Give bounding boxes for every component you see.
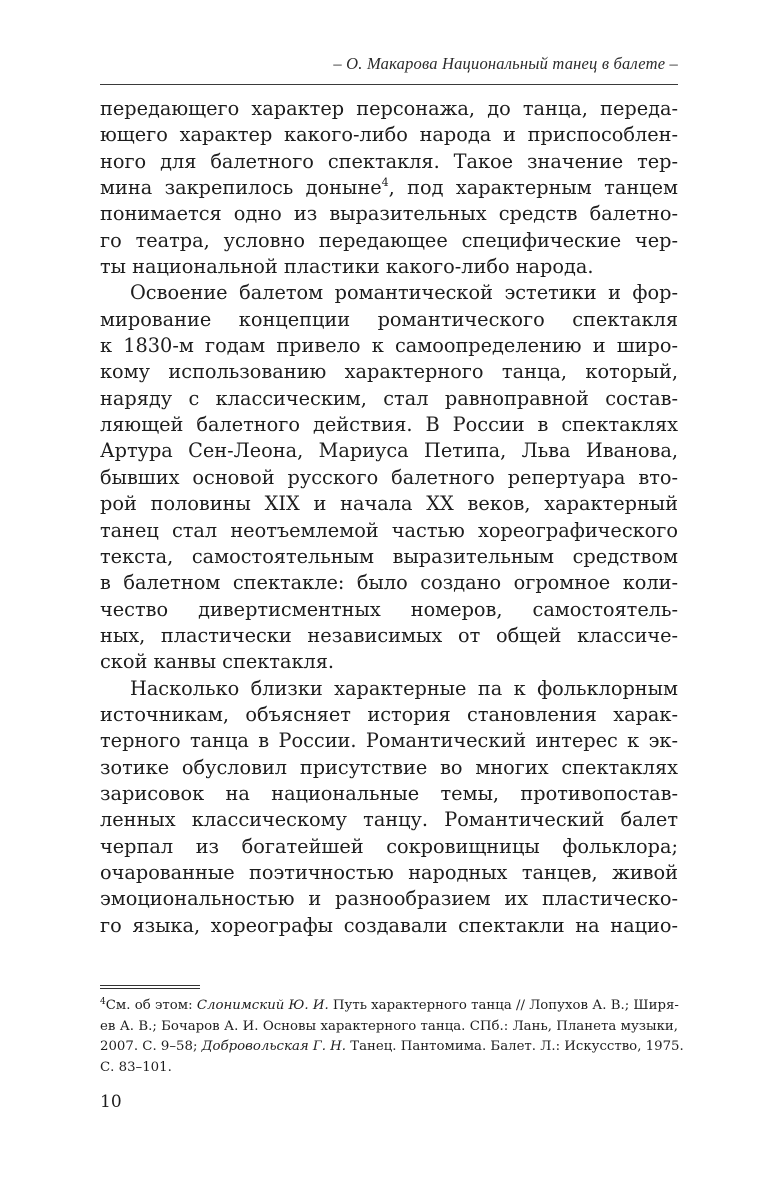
text-line: ты национальной пластики какого-либо народа. xyxy=(100,255,594,279)
text-line: понимается одно из выразительных средств балетно- xyxy=(100,202,678,226)
text-line: текста, самостоятельным выразительным средством xyxy=(100,544,678,568)
author-name: Добровольская Г. Н. xyxy=(201,1039,346,1054)
text-line: ного для балетного спектакля. Такое значение тер- xyxy=(100,149,678,173)
page-number: 10 xyxy=(100,1092,122,1112)
text-line: ленных классическому танцу. Романтический балет xyxy=(100,808,678,832)
text-line: очарованные поэтичностью народных танцев, живой xyxy=(100,860,678,884)
text-line: к 1830-м годам привело к самоопределению и широ- xyxy=(100,334,678,358)
text-line: терного танца в России. Романтический интерес к эк- xyxy=(100,729,678,753)
footnote-separator xyxy=(100,985,200,991)
footnote-line: ев А. В.; Бочаров А. И. Основы характерного танца. СПб.: Лань, Планета музыки, xyxy=(100,1018,678,1034)
text-line: Освоение балетом романтической эстетики и фор- xyxy=(130,281,678,305)
text-span: См. об этом: xyxy=(105,998,197,1013)
text-line: го языка, хореографы создавали спектакли на нацио- xyxy=(100,913,678,937)
text-line: зотике обусловил присутствие во многих спектаклях xyxy=(100,755,678,779)
text-line: Насколько близки характерные па к фольклорным xyxy=(130,676,678,700)
text-line: эмоциональностью и разнообразием их пластическо- xyxy=(100,887,678,911)
text-line: ляющей балетного действия. В России в спектаклях xyxy=(100,413,678,437)
text-line: кому использованию характерного танца, который, xyxy=(100,360,678,384)
footnote-marker: 4 xyxy=(381,176,389,190)
text-line: чество дивертисментных номеров, самостоятель- xyxy=(100,597,678,621)
text-line: мирование концепции романтического спектакля xyxy=(100,307,678,331)
footnote-line xyxy=(100,996,678,1017)
text-line: бывших основой русского балетного репертуара вто- xyxy=(100,465,678,489)
author-name: Слонимский Ю. И. xyxy=(196,998,329,1013)
text-line: источникам, объясняет история становления харак- xyxy=(100,702,678,726)
text-span: Путь характерного танца // Лопухов А. В.; Ширя- xyxy=(328,998,679,1013)
header-rule xyxy=(100,84,678,85)
text-line: черпал из богатейшей сокровищницы фольклора; xyxy=(100,834,678,858)
paragraph-3 xyxy=(100,676,678,939)
text-line: ской канвы спектакля. xyxy=(100,650,335,674)
text-span: , под характерным танцем xyxy=(388,176,678,200)
footnote-line: С. 83–101. xyxy=(100,1059,172,1075)
text-span: 2007. С. 9–58; xyxy=(100,1039,202,1054)
running-header: – О. Макарова Национальный танец в балете – xyxy=(333,54,678,73)
text-line: в балетном спектакле: было создано огромное коли- xyxy=(100,571,678,595)
main-text xyxy=(100,96,678,939)
footnote xyxy=(100,996,684,1078)
text-line: ющего характер какого-либо народа и приспособлен- xyxy=(100,123,678,147)
paragraph-1 xyxy=(100,96,678,280)
text-line: танец стал неотъемлемой частью хореографического xyxy=(100,518,678,542)
text-line: ных, пластически независимых от общей классиче- xyxy=(100,623,678,647)
text-line: передающего характер персонажа, до танца, переда- xyxy=(100,97,678,120)
text-line: наряду с классическим, стал равноправной состав- xyxy=(100,386,678,410)
text-span: мина закрепилось доныне xyxy=(100,176,382,200)
footnote-number: 4 xyxy=(100,997,106,1007)
footnote-line xyxy=(100,1037,684,1058)
text-line: зарисовок на национальные темы, противопостав- xyxy=(100,781,678,805)
text-line: Артура Сен-Леона, Мариуса Петипа, Льва Иванова, xyxy=(100,439,678,463)
text-span: Танец. Пантомима. Балет. Л.: Искусство, 1975. xyxy=(345,1039,684,1054)
text-line: рой половины XIX и начала XX веков, характерный xyxy=(100,492,678,516)
text-line: го театра, условно передающее специфические чер- xyxy=(100,228,678,252)
text-line-with-footnote xyxy=(100,175,678,201)
paragraph-2 xyxy=(100,280,678,675)
